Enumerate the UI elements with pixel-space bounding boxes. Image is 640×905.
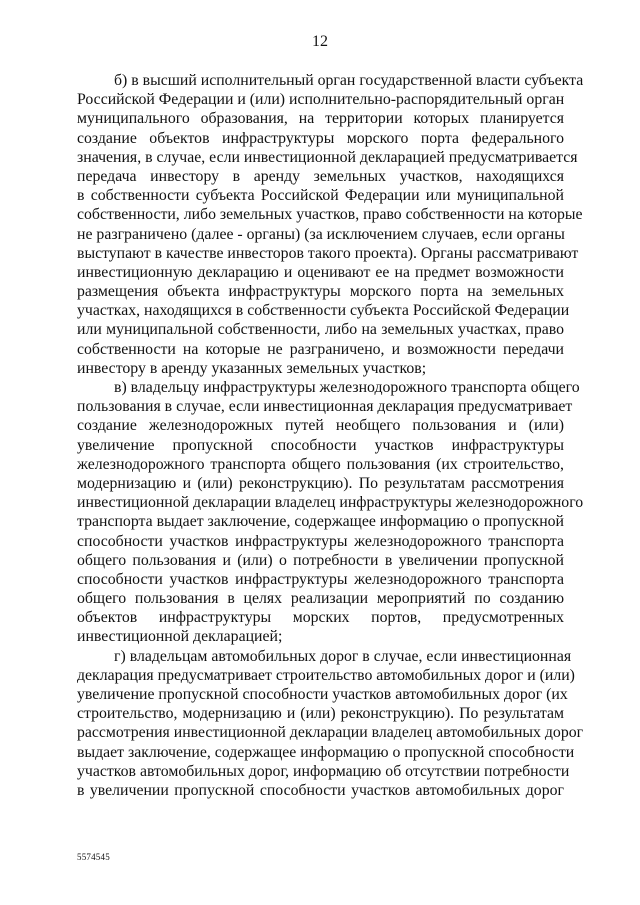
text-line: транспорта выдает заключение, содержащее информацию о пропускной (77, 513, 565, 531)
text-line: способности участков инфраструктуры железнодорожного транспорта (77, 570, 564, 588)
text-line: увеличение пропускной способности участков инфраструктуры (77, 436, 564, 454)
text-line: железнодорожного транспорта общего пользования (их строительство, (77, 455, 564, 473)
document-code: 5574545 (77, 852, 110, 862)
text-line: инвестиционной декларацией; (77, 628, 283, 646)
text-line: модернизацию и (или) реконструкцию). По результатам рассмотрения (77, 474, 564, 492)
text-line: общего пользования в целях реализации мероприятий по созданию (77, 590, 564, 608)
text-line: декларация предусматривает строительство автомобильных дорог и (или) (77, 666, 575, 684)
document-body (77, 71, 584, 800)
paragraph-g (77, 647, 584, 801)
text-line: муниципального образования, на территории которых планируется (77, 110, 564, 128)
text-line: б) в высший исполнительный орган государственной власти субъекта (114, 72, 584, 89)
text-line: размещения объекта инфраструктуры морского порта на земельных (77, 283, 564, 301)
text-line: выступают в качестве инвесторов такого проекта). Органы рассматривают (77, 244, 579, 262)
text-line: участках, находящихся в собственности субъекта Российской Федерации (77, 302, 570, 320)
text-line: передача инвестору в аренду земельных участков, находящихся (77, 167, 564, 185)
text-line: общего пользования и (или) о потребности в увеличении пропускной (77, 551, 564, 569)
text-line: создание объектов инфраструктуры морского порта федерального (77, 129, 564, 147)
text-line: рассмотрения инвестиционной декларации владелец автомобильных дорог (77, 724, 584, 742)
text-line: в) владельцу инфраструктуры железнодорожного транспорта общего (114, 379, 580, 396)
text-line: объектов инфраструктуры морских портов, предусмотренных (77, 609, 564, 627)
text-line: пользования в случае, если инвестиционная декларация предусматривает (77, 398, 573, 416)
text-line: инвестору в аренду указанных земельных участков; (77, 359, 427, 377)
text-line: собственности на которые не разграничено, и возможности передачи (77, 340, 564, 358)
text-line: в собственности субъекта Российской Федерации или муниципальной (77, 187, 564, 205)
text-line: в увеличении пропускной способности участков автомобильных дорог (77, 781, 564, 799)
text-line: создание железнодорожных путей необщего пользования и (или) (77, 417, 564, 435)
text-line: или муниципальной собственности, либо на земельных участках, право (77, 321, 564, 339)
text-line: строительство, модернизацию и (или) реконструкцию). По результатам (77, 705, 564, 723)
text-line: способности участков инфраструктуры железнодорожного транспорта (77, 532, 564, 550)
text-line: значения, в случае, если инвестиционной декларацией предусматривается (77, 148, 578, 166)
text-line: инвестиционной декларации владелец инфраструктуры железнодорожного (77, 494, 584, 512)
text-line: участков автомобильных дорог, информацию об отсутствии потребности (77, 762, 570, 780)
text-line: не разграничено (далее - органы) (за исключением случаев, если органы (77, 225, 565, 243)
paragraph-b (77, 71, 584, 378)
text-line: выдает заключение, содержащее информацию о пропускной способности (77, 743, 575, 761)
text-line: собственности, либо земельных участков, право собственности на которые (77, 206, 583, 224)
text-line: увеличение пропускной способности участков автомобильных дорог (их (77, 686, 568, 703)
paragraph-v (77, 378, 584, 647)
text-line: инвестиционную декларацию и оценивают ее на предмет возможности (77, 263, 564, 281)
text-line: Российской Федерации и (или) исполнительно-распорядительный орган (77, 91, 565, 109)
page-number: 12 (312, 33, 328, 50)
text-line: г) владельцам автомобильных дорог в случае, если инвестиционная (114, 647, 572, 665)
